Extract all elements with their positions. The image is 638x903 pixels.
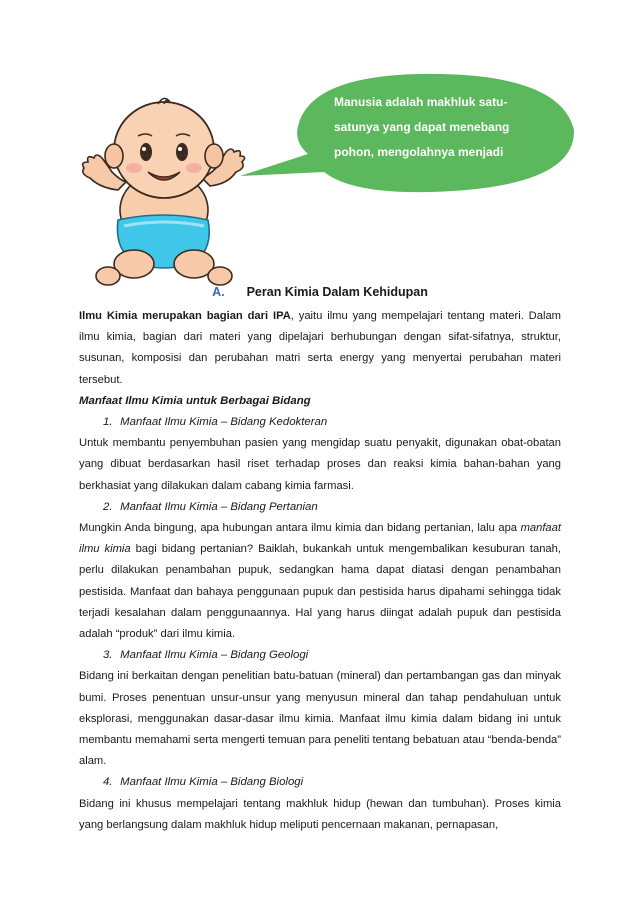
item-1-num: 1. (103, 416, 113, 429)
item-2-title (79, 497, 561, 518)
body-text (79, 306, 561, 836)
item-1-text: Untuk membantu penyembuhan pasien yang mengidap suatu penyakit, digunakan obat-obatan yang dibuat berdasarkan hasil riset terhadap proses dan reaksi kimia bahan-bahan yang berkhasiat yang dilakukan dalam cabang kimia farmasi. (79, 437, 561, 492)
item-3-title (79, 645, 561, 666)
heading-title: Peran Kimia Dalam Kehidupan (246, 285, 428, 299)
item-1-title (79, 412, 561, 433)
item-2-text (79, 518, 561, 645)
item-2-title-text: Manfaat Ilmu Kimia – Bidang Pertanian (120, 500, 318, 513)
item-4-text: Bidang ini khusus mempelajari tentang makhluk hidup (hewan dan tumbuhan). Proses kimia yang berlangsung dalam makhluk hidup meliputi pencernaan makanan, pernapasan, (79, 797, 561, 831)
intro-paragraph (79, 306, 561, 391)
item-3-num: 3. (103, 649, 113, 662)
speech-bubble-text (334, 90, 544, 178)
intro-text: , yaitu ilmu yang mempelajari tentang materi. Dalam ilmu kimia, bagian dari materi yang dipelajari berhubungan dengan sifat-sifatnya, struktur, susunan, komposisi dan perubahan matri serta energy yang menyertai perubahan materi tersebut. (79, 310, 561, 386)
item-4-title (79, 772, 561, 793)
item-2-text-b: bagi bidang pertanian? Baiklah, bukankah untuk mengembalikan kesuburan tanah, perlu dilakukan penambahan pupuk, sedangkan hama dapat diatasi dengan penambahan pestisida. Manfaat dan bahaya penggunaan pupuk dan pestisida harus dipahami sehingga tidak terjadi kesalahan dalam penggunaannya. Hal yang harus diingat adalah pupuk dan pestisida adalah “produk” dari ilmu kimia. (79, 543, 561, 641)
bubble-line-1: Manusia adalah makhluk satu- (334, 95, 508, 109)
heading-letter: A. (212, 285, 225, 299)
item-4-num: 4. (103, 776, 113, 789)
section-heading (79, 285, 561, 299)
item-2-text-italic: manfaat ilmu kimia (79, 522, 561, 556)
item-2-text-a: Mungkin Anda bingung, apa hubungan antara ilmu kimia dan bidang pertanian, lalu apa (79, 522, 521, 535)
bubble-line-2: satunya yang dapat menebang (334, 120, 510, 134)
benefits-title: Manfaat Ilmu Kimia untuk Berbagai Bidang (79, 394, 311, 407)
bubble-line-3: pohon, mengolahnya menjadi (334, 145, 504, 159)
baby-illustration (78, 92, 256, 290)
item-1-title-text: Manfaat Ilmu Kimia – Bidang Kedokteran (120, 416, 328, 429)
item-3-text: Bidang ini berkaitan dengan penelitian batu-batuan (mineral) dan pertambangan gas dan minyak bumi. Proses penentuan unsur-unsur yang menyusun mineral dan tahap pendahuluan untuk eksplorasi, menggunakan dasar-dasar ilmu kimia. Manfaat ilmu kimia dalam bidang ini untuk membantu memahami serta mengerti temuan para peneliti tentang bebatuan atau “benda-benda” alam. (79, 670, 561, 768)
item-3-title-text: Manfaat Ilmu Kimia – Bidang Geologi (120, 649, 309, 662)
item-2-num: 2. (103, 500, 113, 513)
item-4-title-text: Manfaat Ilmu Kimia – Bidang Biologi (120, 776, 304, 789)
intro-bold-lead: Ilmu Kimia merupakan bagian dari IPA (79, 310, 291, 322)
